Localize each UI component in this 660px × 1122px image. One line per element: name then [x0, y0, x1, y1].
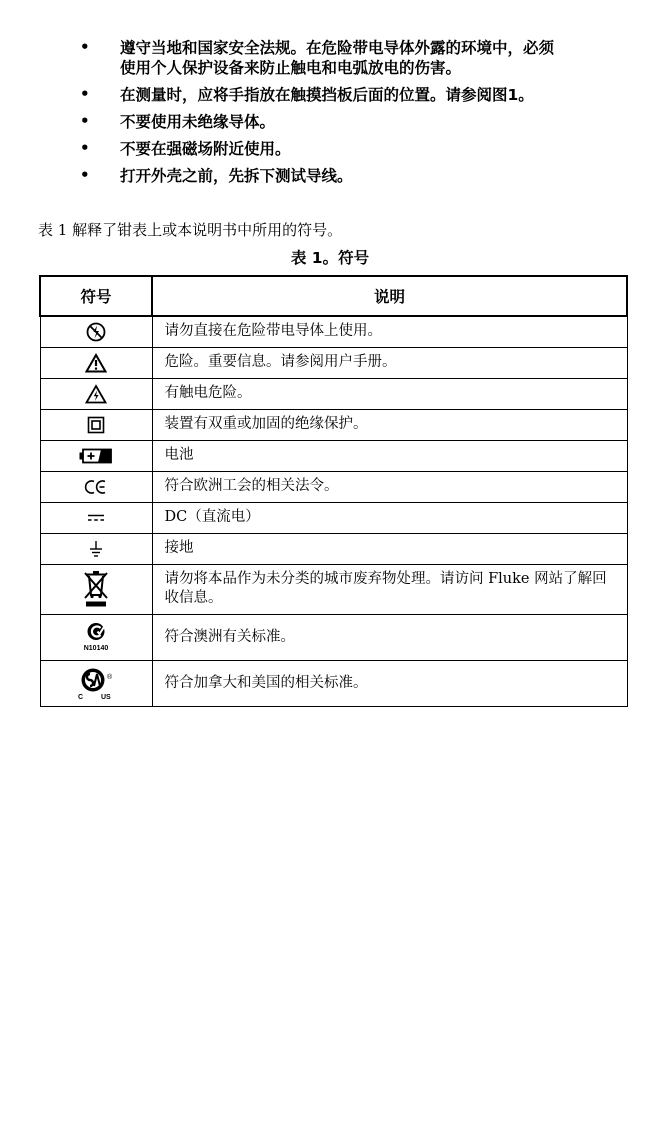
- c-tick-number: N10140: [83, 645, 109, 652]
- bullet-item: [0, 85, 660, 105]
- bullet-item: [0, 38, 660, 78]
- table-row: [40, 409, 627, 440]
- description-cell: 请勿将本品作为未分类的城市废弃物处理。请访问 Fluke 网站了解回收信息。: [152, 564, 627, 614]
- weee-bin-icon: [83, 570, 109, 608]
- bullet-text: 不要在强磁场附近使用。: [120, 140, 291, 158]
- symbol-cell: [40, 347, 152, 378]
- csa-us-label: US: [101, 694, 111, 701]
- bullet-item: [0, 166, 660, 186]
- bullet-item: [0, 139, 660, 159]
- bullet-text: 不要使用未绝缘导体。: [120, 113, 276, 131]
- symbols-table: [39, 275, 628, 707]
- symbol-cell: [40, 409, 152, 440]
- symbol-cell: [40, 660, 152, 706]
- bullet-dot: •: [80, 85, 90, 103]
- table-row: [40, 378, 627, 409]
- table-row: [40, 471, 627, 502]
- csa-registered-mark: ®: [107, 674, 113, 681]
- description-cell: 接地: [152, 533, 627, 564]
- description-cell: 请勿直接在危险带电导体上使用。: [152, 316, 627, 347]
- table-row: [40, 347, 627, 378]
- bullet-text: 打开外壳之前，先拆下测试导线。: [120, 167, 353, 185]
- table-header-row: [40, 276, 627, 316]
- symbol-cell: [40, 614, 152, 660]
- symbol-cell: [40, 471, 152, 502]
- bullet-dot: •: [80, 139, 90, 157]
- dc-icon: [87, 513, 105, 523]
- description-cell: 危险。重要信息。请参阅用户手册。: [152, 347, 627, 378]
- description-cell: 有触电危险。: [152, 378, 627, 409]
- intro-paragraph: 表 1 解释了钳表上或本说明书中所用的符号。: [38, 221, 343, 239]
- csa-mark-icon: [74, 665, 118, 701]
- bullet-dot: •: [80, 38, 90, 56]
- description-cell: 符合澳洲有关标准。: [152, 614, 627, 660]
- symbol-cell: [40, 440, 152, 471]
- symbol-cell: [40, 316, 152, 347]
- symbol-cell: [40, 378, 152, 409]
- table-row: [40, 614, 627, 660]
- table-caption: 表 1。符号: [290, 249, 370, 267]
- table-row: [40, 660, 627, 706]
- shock-hazard-icon: [85, 384, 107, 404]
- description-cell: 符合加拿大和美国的相关标准。: [152, 660, 627, 706]
- description-cell: 电池: [152, 440, 627, 471]
- description-cell: DC（直流电）: [152, 502, 627, 533]
- symbol-cell: [40, 564, 152, 614]
- bullet-dot: •: [80, 112, 90, 130]
- no-hazardous-live-icon: [85, 321, 107, 343]
- bullet-item: [0, 112, 660, 132]
- description-cell: 符合欧洲工会的相关法令。: [152, 471, 627, 502]
- header-description: 说明: [152, 276, 627, 316]
- symbol-cell: [40, 502, 152, 533]
- ce-mark-icon: [84, 479, 108, 495]
- bullet-dot: •: [80, 166, 90, 184]
- safety-bullet-list: [0, 38, 660, 193]
- symbol-cell: [40, 533, 152, 564]
- battery-icon: [79, 448, 113, 464]
- bullet-text: 遵守当地和国家安全法规。在危险带电导体外露的环境中，必须使用个人保护设备来防止触电和电弧放电的伤害。: [120, 39, 555, 77]
- table-row: [40, 533, 627, 564]
- c-tick-icon: [79, 621, 113, 653]
- table-row: [40, 502, 627, 533]
- table-row: [40, 316, 627, 347]
- table-row: [40, 564, 627, 614]
- bullet-text: 在测量时，应将手指放在触摸挡板后面的位置。请参阅图1。: [120, 86, 534, 104]
- table-row: [40, 440, 627, 471]
- warning-triangle-icon: [85, 353, 107, 373]
- ground-icon: [89, 540, 103, 558]
- header-symbol: 符号: [40, 276, 152, 316]
- description-cell: 装置有双重或加固的绝缘保护。: [152, 409, 627, 440]
- csa-c-label: C: [78, 694, 84, 701]
- double-insulation-icon: [87, 416, 105, 434]
